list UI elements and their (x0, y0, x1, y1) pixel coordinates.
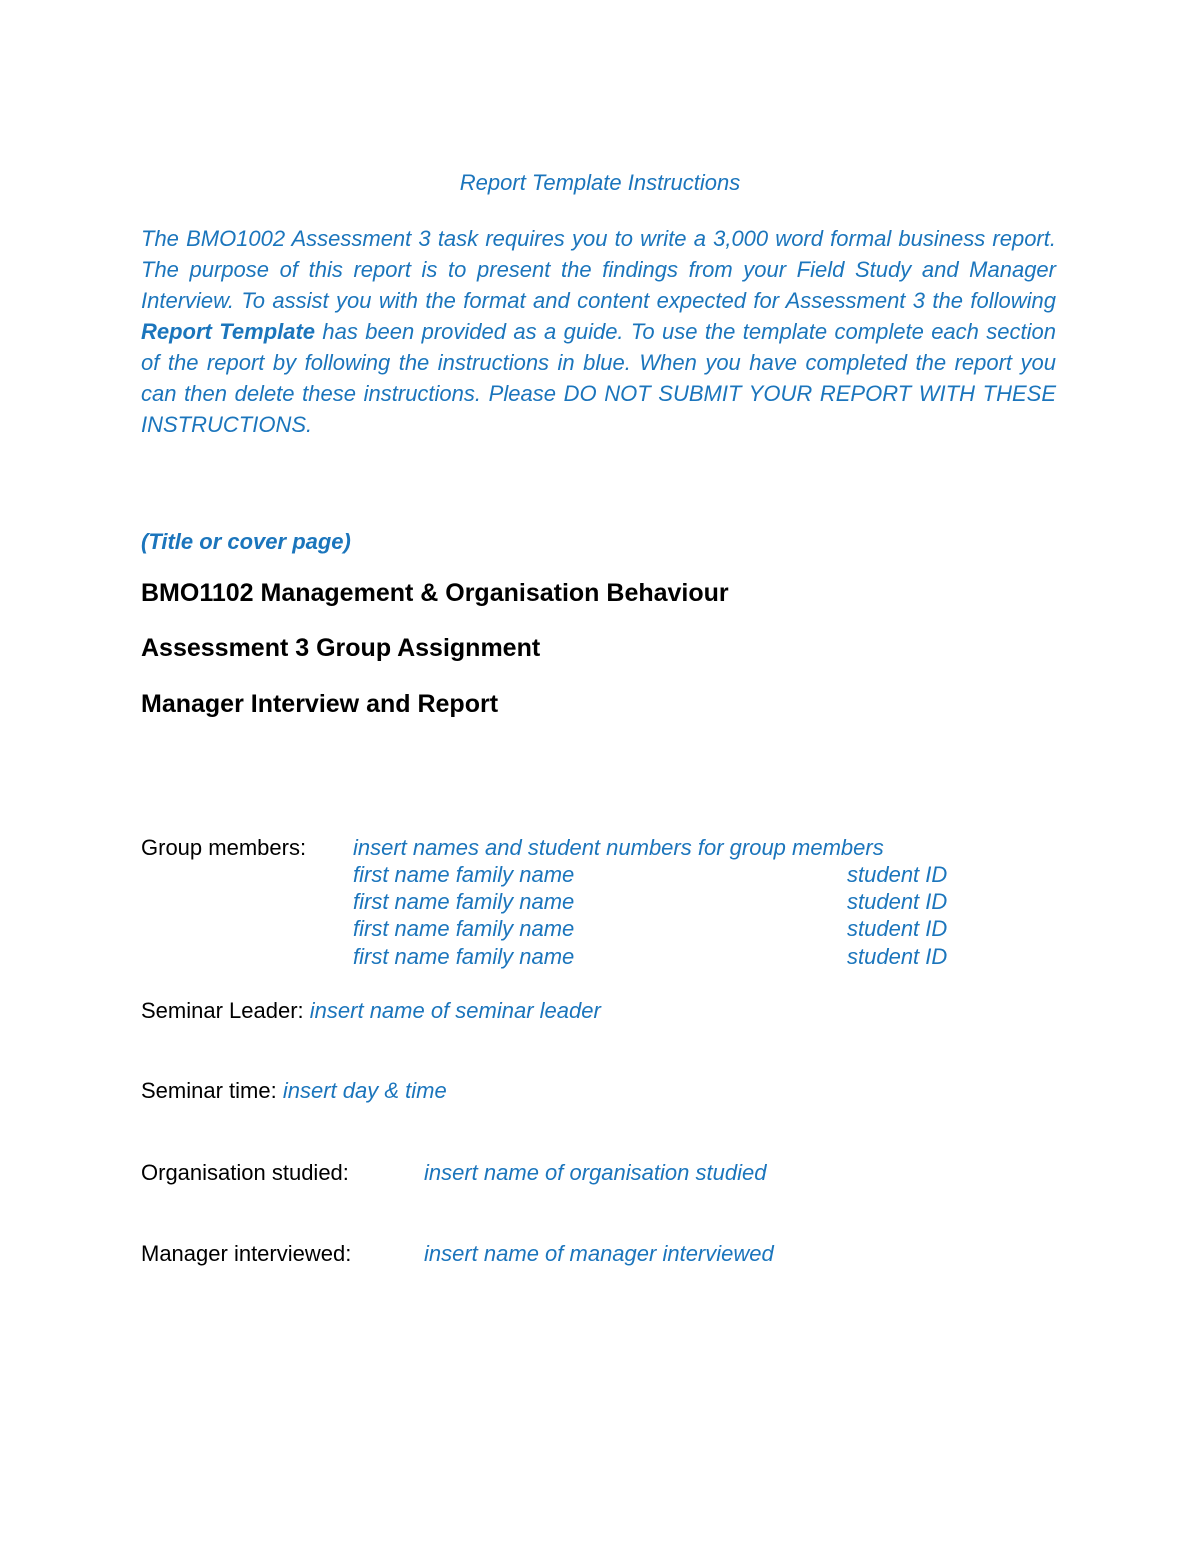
group-members-instruction: insert names and student numbers for group members (353, 835, 884, 860)
seminar-leader-value: insert name of seminar leader (309, 998, 601, 1023)
group-members-label: Group members: (141, 835, 307, 860)
seminar-time-value: insert day & time (282, 1078, 447, 1103)
member-id-1: student ID (847, 862, 948, 887)
instructions-text-2: has been provided as a guide. To use the template complete each section of the report by following the instructions in blue. When you have completed the report you can then delete these instructions. Please DO NOT SUBMIT YOUR REPORT WITH THESE INSTRUCTIONS. (141, 319, 1056, 437)
member-id-3: student ID (847, 916, 948, 941)
seminar-time-row (141, 1077, 447, 1105)
seminar-leader-row (141, 997, 601, 1025)
member-id-4: student ID (847, 944, 948, 969)
instructions-heading: Report Template Instructions (459, 170, 741, 195)
organisation-label: Organisation studied: (141, 1160, 349, 1185)
organisation-value: insert name of organisation studied (424, 1160, 767, 1185)
cover-page-note: (Title or cover page) (141, 529, 351, 554)
instructions-paragraph (141, 223, 1056, 440)
member-name-1: first name family name (353, 862, 575, 887)
course-title: BMO1102 Management & Organisation Behaviour (141, 579, 729, 607)
member-name-4: first name family name (353, 944, 575, 969)
member-name-3: first name family name (353, 916, 575, 941)
manager-value: insert name of manager interviewed (424, 1241, 774, 1266)
assessment-title: Assessment 3 Group Assignment (141, 634, 541, 662)
report-template-emphasis: Report Template (141, 319, 316, 344)
member-name-2: first name family name (353, 889, 575, 914)
member-id-2: student ID (847, 889, 948, 914)
seminar-time-label: Seminar time: (141, 1078, 277, 1103)
instructions-text-1: The BMO1002 Assessment 3 task requires you to write a 3,000 word formal business report. The purpose of this report is to present the findings from your Field Study and Manager Interview. To assist you with the format and content expected for Assessment 3 the following (141, 226, 1056, 313)
seminar-leader-label: Seminar Leader: (141, 998, 304, 1023)
manager-label: Manager interviewed: (141, 1241, 352, 1266)
report-title: Manager Interview and Report (141, 690, 499, 718)
